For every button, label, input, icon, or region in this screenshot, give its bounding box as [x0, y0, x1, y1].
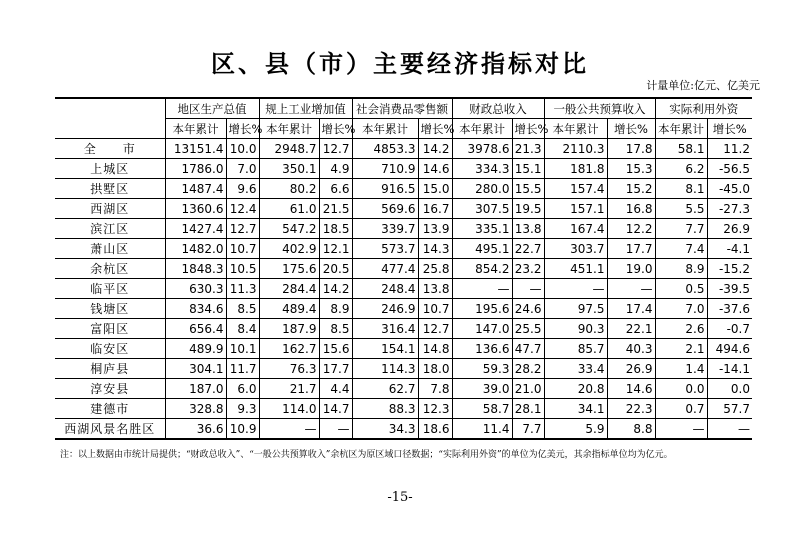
value-cell: 2.1 — [655, 339, 707, 359]
value-cell: 7.0 — [655, 299, 707, 319]
subheader-growth: 增长% — [418, 119, 452, 139]
value-cell: 9.3 — [226, 399, 259, 419]
value-cell: 7.4 — [655, 239, 707, 259]
value-cell: 59.3 — [452, 359, 512, 379]
value-cell: 1427.4 — [165, 219, 226, 239]
value-cell: 10.5 — [226, 259, 259, 279]
value-cell: 187.9 — [259, 319, 319, 339]
region-name: 全 市 — [55, 139, 165, 159]
value-cell: 114.3 — [352, 359, 418, 379]
value-cell: 8.1 — [655, 179, 707, 199]
value-cell: 11.2 — [707, 139, 752, 159]
value-cell: 335.1 — [452, 219, 512, 239]
value-cell: 4.9 — [319, 159, 352, 179]
value-cell: 916.5 — [352, 179, 418, 199]
value-cell: 16.8 — [607, 199, 655, 219]
value-cell: 14.8 — [418, 339, 452, 359]
value-cell: 495.1 — [452, 239, 512, 259]
value-cell: 0.5 — [655, 279, 707, 299]
value-cell: 334.3 — [452, 159, 512, 179]
value-cell: 28.1 — [512, 399, 544, 419]
subheader-growth: 增长% — [226, 119, 259, 139]
value-cell: 157.4 — [544, 179, 607, 199]
table-row — [55, 359, 752, 379]
value-cell: 8.8 — [607, 419, 655, 440]
value-cell: 328.8 — [165, 399, 226, 419]
value-cell: — — [544, 279, 607, 299]
value-cell: 14.6 — [607, 379, 655, 399]
value-cell: 8.5 — [226, 299, 259, 319]
region-name: 余杭区 — [55, 259, 165, 279]
region-name: 萧山区 — [55, 239, 165, 259]
value-cell: 175.6 — [259, 259, 319, 279]
region-name: 富阳区 — [55, 319, 165, 339]
value-cell: 58.7 — [452, 399, 512, 419]
value-cell: 20.5 — [319, 259, 352, 279]
value-cell: 10.7 — [418, 299, 452, 319]
value-cell: 5.5 — [655, 199, 707, 219]
value-cell: 17.7 — [319, 359, 352, 379]
unit-label: 计量单位:亿元、亿美元 — [646, 79, 760, 92]
value-cell: 26.9 — [607, 359, 655, 379]
value-cell: 1.4 — [655, 359, 707, 379]
value-cell: 23.2 — [512, 259, 544, 279]
value-cell: 10.7 — [226, 239, 259, 259]
subheader-cumulative: 本年累计 — [544, 119, 607, 139]
value-cell: 88.3 — [352, 399, 418, 419]
value-cell: 2948.7 — [259, 139, 319, 159]
value-cell: 8.5 — [319, 319, 352, 339]
value-cell: 15.0 — [418, 179, 452, 199]
value-cell: 26.9 — [707, 219, 752, 239]
value-cell: 187.0 — [165, 379, 226, 399]
value-cell: 494.6 — [707, 339, 752, 359]
value-cell: 1487.4 — [165, 179, 226, 199]
value-cell: 34.3 — [352, 419, 418, 440]
value-cell: 22.7 — [512, 239, 544, 259]
value-cell: 248.4 — [352, 279, 418, 299]
value-cell: 10.1 — [226, 339, 259, 359]
value-cell: 7.0 — [226, 159, 259, 179]
value-cell: 14.6 — [418, 159, 452, 179]
value-cell: 18.5 — [319, 219, 352, 239]
value-cell: 8.4 — [226, 319, 259, 339]
value-cell: 339.7 — [352, 219, 418, 239]
value-cell: 12.7 — [319, 139, 352, 159]
value-cell: 304.1 — [165, 359, 226, 379]
value-cell: 489.4 — [259, 299, 319, 319]
value-cell: 246.9 — [352, 299, 418, 319]
value-cell: 15.1 — [512, 159, 544, 179]
table-row — [55, 339, 752, 359]
table-row — [55, 139, 752, 159]
value-cell: 19.5 — [512, 199, 544, 219]
value-cell: — — [452, 279, 512, 299]
value-cell: 4853.3 — [352, 139, 418, 159]
value-cell: 280.0 — [452, 179, 512, 199]
subheader-cumulative: 本年累计 — [165, 119, 226, 139]
table-row — [55, 239, 752, 259]
table-row — [55, 399, 752, 419]
value-cell: -56.5 — [707, 159, 752, 179]
value-cell: 13151.4 — [165, 139, 226, 159]
value-cell: 834.6 — [165, 299, 226, 319]
value-cell: 15.6 — [319, 339, 352, 359]
value-cell: 21.7 — [259, 379, 319, 399]
value-cell: 62.7 — [352, 379, 418, 399]
value-cell: -15.2 — [707, 259, 752, 279]
value-cell: 57.7 — [707, 399, 752, 419]
value-cell: 36.6 — [165, 419, 226, 440]
value-cell: 76.3 — [259, 359, 319, 379]
value-cell: 14.2 — [319, 279, 352, 299]
value-cell: 4.4 — [319, 379, 352, 399]
value-cell: 1482.0 — [165, 239, 226, 259]
value-cell: — — [259, 419, 319, 440]
value-cell: 316.4 — [352, 319, 418, 339]
value-cell: — — [707, 419, 752, 440]
value-cell: 854.2 — [452, 259, 512, 279]
value-cell: -45.0 — [707, 179, 752, 199]
value-cell: 1848.3 — [165, 259, 226, 279]
value-cell: 569.6 — [352, 199, 418, 219]
value-cell: -0.7 — [707, 319, 752, 339]
value-cell: 8.9 — [319, 299, 352, 319]
region-name: 临安区 — [55, 339, 165, 359]
value-cell: 39.0 — [452, 379, 512, 399]
value-cell: 656.4 — [165, 319, 226, 339]
subheader-growth: 增长% — [607, 119, 655, 139]
value-cell: 19.0 — [607, 259, 655, 279]
value-cell: 15.3 — [607, 159, 655, 179]
value-cell: 11.7 — [226, 359, 259, 379]
group-header: 一般公共预算收入 — [544, 98, 655, 119]
table-row — [55, 159, 752, 179]
value-cell: 8.9 — [655, 259, 707, 279]
region-name: 西湖区 — [55, 199, 165, 219]
value-cell: 0.0 — [707, 379, 752, 399]
table-row — [55, 199, 752, 219]
group-header: 地区生产总值 — [165, 98, 259, 119]
value-cell: 15.5 — [512, 179, 544, 199]
value-cell: 114.0 — [259, 399, 319, 419]
region-name: 拱墅区 — [55, 179, 165, 199]
value-cell: 13.8 — [512, 219, 544, 239]
value-cell: 18.0 — [418, 359, 452, 379]
value-cell: 80.2 — [259, 179, 319, 199]
value-cell: 17.4 — [607, 299, 655, 319]
value-cell: 14.3 — [418, 239, 452, 259]
value-cell: 7.7 — [655, 219, 707, 239]
group-header: 实际利用外资 — [655, 98, 752, 119]
page-title: 区、县（市）主要经济指标对比 — [211, 49, 589, 78]
value-cell: 12.1 — [319, 239, 352, 259]
value-cell: 14.2 — [418, 139, 452, 159]
value-cell: 307.5 — [452, 199, 512, 219]
value-cell: 18.6 — [418, 419, 452, 440]
value-cell: 12.3 — [418, 399, 452, 419]
value-cell: — — [607, 279, 655, 299]
table-row — [55, 299, 752, 319]
subheader-cumulative: 本年累计 — [259, 119, 319, 139]
table-row — [55, 279, 752, 299]
footnote: 注：以上数据由市统计局提供；“财政总收入”、“一般公共预算收入”余杭区为原区域口径数据；“实际利用外资”的单位为亿美元，其余指标单位均为亿元。 — [60, 450, 673, 460]
value-cell: — — [512, 279, 544, 299]
value-cell: 90.3 — [544, 319, 607, 339]
value-cell: 162.7 — [259, 339, 319, 359]
table-row — [55, 319, 752, 339]
value-cell: 147.0 — [452, 319, 512, 339]
value-cell: 17.7 — [607, 239, 655, 259]
value-cell: 0.0 — [655, 379, 707, 399]
value-cell: — — [319, 419, 352, 440]
value-cell: -27.3 — [707, 199, 752, 219]
value-cell: 7.7 — [512, 419, 544, 440]
region-name: 建德市 — [55, 399, 165, 419]
value-cell: 5.9 — [544, 419, 607, 440]
table-row — [55, 259, 752, 279]
value-cell: 195.6 — [452, 299, 512, 319]
value-cell: 489.9 — [165, 339, 226, 359]
value-cell: 22.1 — [607, 319, 655, 339]
subheader-cumulative: 本年累计 — [655, 119, 707, 139]
value-cell: -14.1 — [707, 359, 752, 379]
subheader-growth: 增长% — [707, 119, 752, 139]
subheader-cumulative: 本年累计 — [352, 119, 418, 139]
value-cell: -37.6 — [707, 299, 752, 319]
value-cell: 157.1 — [544, 199, 607, 219]
value-cell: — — [655, 419, 707, 440]
value-cell: 21.3 — [512, 139, 544, 159]
subheader-growth: 增长% — [512, 119, 544, 139]
page-number: -15- — [387, 490, 413, 505]
value-cell: 10.9 — [226, 419, 259, 440]
value-cell: 630.3 — [165, 279, 226, 299]
value-cell: 33.4 — [544, 359, 607, 379]
region-name: 西湖风景名胜区 — [55, 419, 165, 440]
value-cell: 154.1 — [352, 339, 418, 359]
value-cell: 402.9 — [259, 239, 319, 259]
table-row — [55, 419, 752, 440]
value-cell: 40.3 — [607, 339, 655, 359]
value-cell: 12.7 — [418, 319, 452, 339]
value-cell: 451.1 — [544, 259, 607, 279]
value-cell: 7.8 — [418, 379, 452, 399]
value-cell: 17.8 — [607, 139, 655, 159]
value-cell: 573.7 — [352, 239, 418, 259]
value-cell: 15.2 — [607, 179, 655, 199]
group-header: 规上工业增加值 — [259, 98, 352, 119]
value-cell: 350.1 — [259, 159, 319, 179]
value-cell: 20.8 — [544, 379, 607, 399]
value-cell: 11.4 — [452, 419, 512, 440]
group-header: 社会消费品零售额 — [352, 98, 452, 119]
value-cell: 16.7 — [418, 199, 452, 219]
value-cell: 6.6 — [319, 179, 352, 199]
value-cell: 2.6 — [655, 319, 707, 339]
value-cell: 12.7 — [226, 219, 259, 239]
value-cell: 1786.0 — [165, 159, 226, 179]
value-cell: 136.6 — [452, 339, 512, 359]
value-cell: 47.7 — [512, 339, 544, 359]
region-name: 上城区 — [55, 159, 165, 179]
table-row — [55, 179, 752, 199]
value-cell: 13.9 — [418, 219, 452, 239]
value-cell: 85.7 — [544, 339, 607, 359]
value-cell: 477.4 — [352, 259, 418, 279]
value-cell: 97.5 — [544, 299, 607, 319]
region-name: 淳安县 — [55, 379, 165, 399]
value-cell: 167.4 — [544, 219, 607, 239]
value-cell: 22.3 — [607, 399, 655, 419]
value-cell: 21.5 — [319, 199, 352, 219]
value-cell: 12.4 — [226, 199, 259, 219]
value-cell: 25.5 — [512, 319, 544, 339]
region-name: 临平区 — [55, 279, 165, 299]
value-cell: -4.1 — [707, 239, 752, 259]
value-cell: 21.0 — [512, 379, 544, 399]
table-row — [55, 379, 752, 399]
value-cell: 13.8 — [418, 279, 452, 299]
group-header: 财政总收入 — [452, 98, 544, 119]
value-cell: 61.0 — [259, 199, 319, 219]
value-cell: 284.4 — [259, 279, 319, 299]
subheader-growth: 增长% — [319, 119, 352, 139]
value-cell: 10.0 — [226, 139, 259, 159]
value-cell: 0.7 — [655, 399, 707, 419]
subheader-cumulative: 本年累计 — [452, 119, 512, 139]
region-name: 桐庐县 — [55, 359, 165, 379]
value-cell: 181.8 — [544, 159, 607, 179]
value-cell: 547.2 — [259, 219, 319, 239]
value-cell: 3978.6 — [452, 139, 512, 159]
value-cell: 25.8 — [418, 259, 452, 279]
value-cell: 58.1 — [655, 139, 707, 159]
corner-cell — [55, 98, 165, 139]
value-cell: -39.5 — [707, 279, 752, 299]
value-cell: 9.6 — [226, 179, 259, 199]
value-cell: 1360.6 — [165, 199, 226, 219]
value-cell: 24.6 — [512, 299, 544, 319]
value-cell: 6.2 — [655, 159, 707, 179]
value-cell: 14.7 — [319, 399, 352, 419]
region-name: 钱塘区 — [55, 299, 165, 319]
region-name: 滨江区 — [55, 219, 165, 239]
value-cell: 710.9 — [352, 159, 418, 179]
indicators-table — [55, 97, 752, 440]
value-cell: 2110.3 — [544, 139, 607, 159]
value-cell: 303.7 — [544, 239, 607, 259]
value-cell: 6.0 — [226, 379, 259, 399]
value-cell: 11.3 — [226, 279, 259, 299]
table-row — [55, 219, 752, 239]
value-cell: 12.2 — [607, 219, 655, 239]
value-cell: 28.2 — [512, 359, 544, 379]
header-row — [55, 98, 752, 119]
value-cell: 34.1 — [544, 399, 607, 419]
